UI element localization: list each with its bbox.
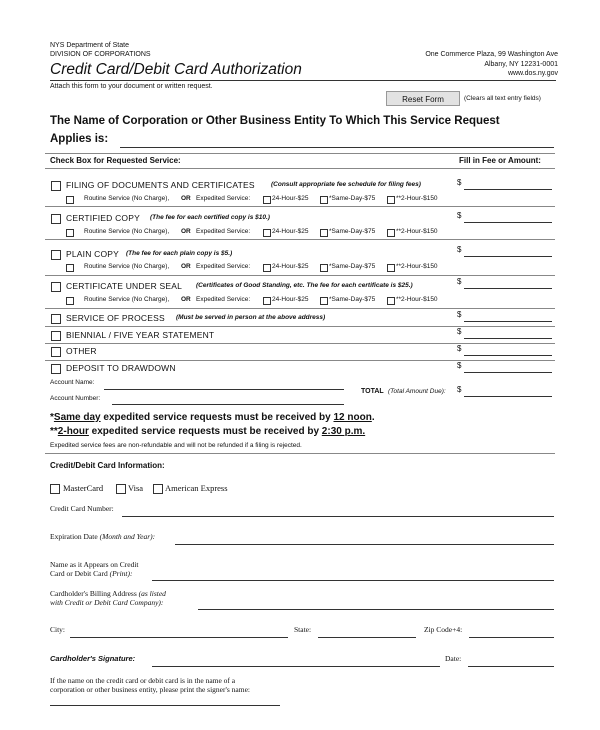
- checkbox-seal-2hour[interactable]: [387, 297, 395, 305]
- service-plain-copy-label: PLAIN COPY: [66, 249, 120, 259]
- plain-sameday-label: *Same-Day-$75: [329, 263, 376, 270]
- fee-dollar-biennial: $: [457, 327, 462, 336]
- zip-field[interactable]: [469, 627, 554, 638]
- expiration-label: Expiration Date (Month and Year):: [50, 532, 156, 541]
- seal-sameday-label: *Same-Day-$75: [329, 296, 376, 303]
- checkbox-certified-2hour[interactable]: [387, 229, 395, 237]
- account-name-field[interactable]: [104, 379, 344, 390]
- date-label: Date:: [445, 654, 462, 663]
- service-certified-copy-label: CERTIFIED COPY: [66, 213, 140, 223]
- visa-label: Visa: [128, 483, 144, 493]
- title-rule: [50, 80, 556, 81]
- filing-sameday-label: *Same-Day-$75: [329, 195, 376, 202]
- fee-dollar-certified-copy: $: [457, 211, 462, 220]
- checkbox-mastercard[interactable]: [50, 484, 60, 494]
- checkbox-certificate-seal[interactable]: [51, 282, 61, 292]
- card-info-heading: Credit/Debit Card Information:: [50, 461, 165, 470]
- attach-note: Attach this form to your document or written request.: [50, 83, 213, 90]
- service-certificate-seal-note: (Certificates of Good Standing, etc. The fee for each certificate is $25.): [196, 282, 413, 289]
- signature-field[interactable]: [152, 656, 440, 667]
- service-biennial-label: BIENNIAL / FIVE YEAR STATEMENT: [66, 330, 215, 340]
- plain-or: OR: [181, 263, 191, 270]
- checkbox-plain-24hour[interactable]: [263, 264, 271, 272]
- certified-2hour-label: **2-Hour-$150: [396, 228, 438, 235]
- services-header-left: Check Box for Requested Service:: [50, 156, 181, 165]
- state-field[interactable]: [318, 627, 416, 638]
- seal-or: OR: [181, 296, 191, 303]
- total-amount-field[interactable]: [464, 396, 552, 397]
- billing-label-1: Cardholder's Billing Address (as listed: [50, 589, 166, 598]
- checkbox-service-of-process[interactable]: [51, 314, 61, 324]
- corp-heading-line2: Applies is:: [50, 133, 109, 145]
- amex-label: American Express: [165, 483, 228, 493]
- total-label: TOTAL: [361, 388, 384, 395]
- checkbox-filing[interactable]: [51, 181, 61, 191]
- total-note: (Total Amount Due):: [388, 388, 446, 395]
- checkbox-certified-24hour[interactable]: [263, 229, 271, 237]
- plain-routine-label: Routine Service (No Charge),: [84, 263, 170, 270]
- seal-2hour-label: **2-Hour-$150: [396, 296, 438, 303]
- fee-dollar-plain-copy: $: [457, 245, 462, 254]
- certified-expedited-label: Expedited Service:: [196, 228, 251, 235]
- certified-or: OR: [181, 228, 191, 235]
- footer-note-line2: corporation or other business entity, please print the signer's name:: [50, 685, 250, 694]
- name-on-card-label-2: Card or Debit Card (Print):: [50, 569, 133, 578]
- plain-expedited-label: Expedited Service:: [196, 263, 251, 270]
- reset-form-button[interactable]: Reset Form: [386, 91, 460, 106]
- city-label: City:: [50, 625, 66, 634]
- checkbox-visa[interactable]: [116, 484, 126, 494]
- service-plain-copy-note: (The fee for each plain copy is $5.): [126, 250, 233, 257]
- service-certificate-seal-label: CERTIFICATE UNDER SEAL: [66, 281, 183, 291]
- certified-sameday-label: *Same-Day-$75: [329, 228, 376, 235]
- plain-24hour-label: 24-Hour-$25: [272, 263, 309, 270]
- checkbox-filing-sameday[interactable]: [320, 196, 328, 204]
- service-deposit-label: DEPOSIT TO DRAWDOWN: [66, 363, 176, 373]
- signature-label: Cardholder's Signature:: [50, 654, 136, 663]
- checkbox-plain-sameday[interactable]: [320, 264, 328, 272]
- account-number-field[interactable]: [112, 394, 344, 405]
- zip-label: Zip Code+4:: [424, 625, 463, 634]
- twohour-note: **2-hour expedited service requests must be received by 2:30 p.m.: [50, 426, 366, 437]
- checkbox-other[interactable]: [51, 347, 61, 357]
- fee-dollar-other: $: [457, 344, 462, 353]
- sameday-note: *Same day expedited service requests must be received by 12 noon.: [50, 412, 375, 423]
- row-rule: [45, 360, 555, 361]
- checkbox-biennial[interactable]: [51, 331, 61, 341]
- service-process-label: SERVICE OF PROCESS: [66, 313, 165, 323]
- service-filing-note: (Consult appropriate fee schedule for filing fees): [271, 181, 421, 188]
- checkbox-certified-sameday[interactable]: [320, 229, 328, 237]
- card-number-label: Credit Card Number:: [50, 504, 114, 513]
- service-other-label: OTHER: [66, 346, 97, 356]
- checkbox-plain-routine[interactable]: [66, 264, 74, 272]
- signer-name-field[interactable]: [50, 695, 280, 706]
- row-rule: [45, 239, 555, 240]
- website: www.dos.ny.gov: [507, 70, 558, 77]
- services-header-right: Fill in Fee or Amount:: [459, 156, 541, 165]
- card-number-field[interactable]: [122, 506, 554, 517]
- name-on-card-label-1: Name as it Appears on Credit: [50, 560, 139, 569]
- fee-field-plain-copy[interactable]: [464, 256, 552, 257]
- certified-24hour-label: 24-Hour-$25: [272, 228, 309, 235]
- filing-routine-label: Routine Service (No Charge),: [84, 195, 170, 202]
- checkbox-seal-routine[interactable]: [66, 297, 74, 305]
- checkbox-filing-2hour[interactable]: [387, 196, 395, 204]
- fee-field-deposit[interactable]: [464, 372, 552, 373]
- fee-field-biennial[interactable]: [464, 338, 552, 339]
- fee-field-filing[interactable]: [464, 189, 552, 190]
- checkbox-amex[interactable]: [153, 484, 163, 494]
- fee-dollar-filing: $: [457, 178, 462, 187]
- fee-dollar-deposit: $: [457, 361, 462, 370]
- division-name: DIVISION OF CORPORATIONS: [50, 51, 151, 58]
- service-process-note: (Must be served in person at the above address): [176, 314, 326, 321]
- seal-routine-label: Routine Service (No Charge),: [84, 296, 170, 303]
- footer-note-line1: If the name on the credit card or debit card is in the name of a: [50, 676, 236, 685]
- checkbox-plain-2hour[interactable]: [387, 264, 395, 272]
- section-rule: [45, 453, 555, 454]
- row-rule: [45, 206, 555, 207]
- address-line2: Albany, NY 12231-0001: [484, 61, 558, 68]
- mastercard-label: MasterCard: [63, 483, 104, 493]
- row-rule: [45, 275, 555, 276]
- state-label: State:: [294, 625, 312, 634]
- filing-2hour-label: **2-Hour-$150: [396, 195, 438, 202]
- fee-field-other[interactable]: [464, 355, 552, 356]
- row-rule: [45, 343, 555, 344]
- address-line1: One Commerce Plaza, 99 Washington Ave: [425, 51, 558, 58]
- filing-or: OR: [181, 195, 191, 202]
- billing-address-field[interactable]: [198, 599, 554, 610]
- city-field[interactable]: [70, 627, 288, 638]
- checkbox-seal-sameday[interactable]: [320, 297, 328, 305]
- checkbox-seal-24hour[interactable]: [263, 297, 271, 305]
- corp-heading-line1: The Name of Corporation or Other Business Entity To Which This Service Request: [50, 115, 500, 127]
- checkbox-certified-routine[interactable]: [66, 229, 74, 237]
- form-title: Credit Card/Debit Card Authorization: [50, 61, 302, 78]
- seal-24hour-label: 24-Hour-$25: [272, 296, 309, 303]
- billing-label-2: with Credit or Debit Card Company):: [50, 598, 164, 607]
- service-certified-copy-note: (The fee for each certified copy is $10.): [150, 214, 270, 221]
- fee-field-certificate-seal[interactable]: [464, 288, 552, 289]
- plain-2hour-label: **2-Hour-$150: [396, 263, 438, 270]
- checkbox-filing-routine[interactable]: [66, 196, 74, 204]
- reset-note: (Clears all text entry fields): [464, 95, 541, 102]
- fee-field-process[interactable]: [464, 321, 552, 322]
- checkbox-certified-copy[interactable]: [51, 214, 61, 224]
- refund-note: Expedited service fees are non-refundable and will not be refunded if a filing is rejected.: [50, 442, 302, 449]
- name-on-card-field[interactable]: [152, 570, 554, 581]
- account-number-label: Account Number:: [50, 395, 101, 402]
- expiration-field[interactable]: [175, 534, 554, 545]
- service-filing-label: FILING OF DOCUMENTS AND CERTIFICATES: [66, 180, 255, 190]
- seal-expedited-label: Expedited Service:: [196, 296, 251, 303]
- fee-field-certified-copy[interactable]: [464, 222, 552, 223]
- fee-dollar-certificate-seal: $: [457, 277, 462, 286]
- certified-routine-label: Routine Service (No Charge),: [84, 228, 170, 235]
- date-field[interactable]: [468, 656, 554, 667]
- checkbox-deposit-drawdown[interactable]: [51, 364, 61, 374]
- services-header-rule: [45, 168, 555, 169]
- department-name: NYS Department of State: [50, 42, 129, 49]
- account-name-label: Account Name:: [50, 379, 95, 386]
- checkbox-plain-copy[interactable]: [51, 250, 61, 260]
- section-rule: [45, 153, 555, 154]
- fee-dollar-total: $: [457, 385, 462, 394]
- row-rule: [45, 308, 555, 309]
- filing-24hour-label: 24-Hour-$25: [272, 195, 309, 202]
- corp-name-field[interactable]: [120, 137, 554, 148]
- fee-dollar-process: $: [457, 310, 462, 319]
- row-rule: [45, 326, 555, 327]
- filing-expedited-label: Expedited Service:: [196, 195, 251, 202]
- checkbox-filing-24hour[interactable]: [263, 196, 271, 204]
